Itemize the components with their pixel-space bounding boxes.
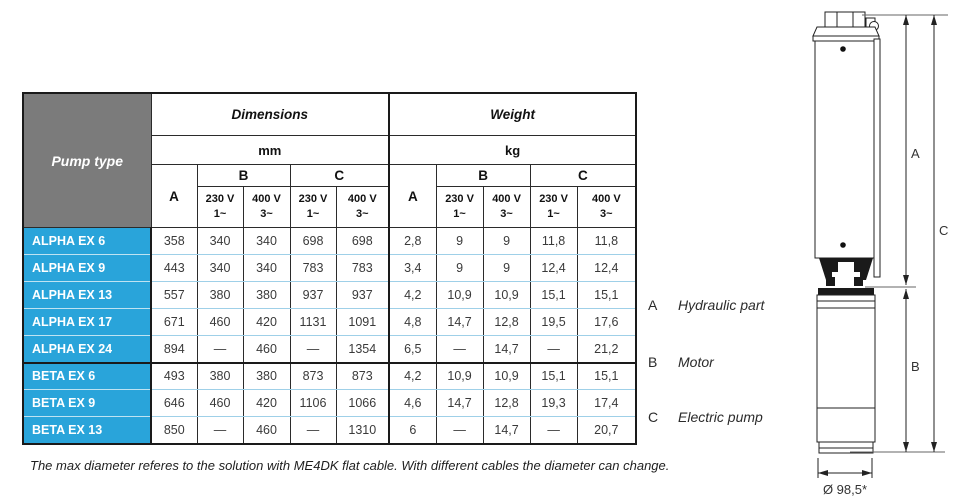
volt-header: 230 V 1~ <box>436 187 483 228</box>
value-cell: 11,8 <box>530 228 577 255</box>
value-cell: 19,3 <box>530 390 577 417</box>
legend-item-electric-pump <box>648 409 763 425</box>
footnote: The max diameter referes to the solution with ME4DK flat cable. With different cables the diameter can change. <box>30 458 670 473</box>
value-cell: — <box>290 336 336 363</box>
dim-col-b-header: B <box>197 165 290 187</box>
value-cell: 783 <box>336 255 389 282</box>
table-row <box>23 363 636 390</box>
dimension-line-a <box>903 15 909 285</box>
value-cell: 21,2 <box>577 336 636 363</box>
diameter-dimension <box>818 458 872 478</box>
wt-col-c-header: C <box>530 165 636 187</box>
pump-name-cell: ALPHA EX 6 <box>23 228 151 255</box>
legend-item-motor <box>648 354 714 370</box>
volt-header: 400 V 3~ <box>483 187 530 228</box>
legend-key: C <box>648 409 659 425</box>
value-cell: 9 <box>483 228 530 255</box>
value-cell: 783 <box>290 255 336 282</box>
value-cell: 443 <box>151 255 197 282</box>
value-cell: 894 <box>151 336 197 363</box>
value-cell: 6,5 <box>389 336 436 363</box>
value-cell: 9 <box>436 228 483 255</box>
value-cell: 1106 <box>290 390 336 417</box>
value-cell: 10,9 <box>483 282 530 309</box>
value-cell: 4,8 <box>389 309 436 336</box>
value-cell: 9 <box>483 255 530 282</box>
value-cell: 340 <box>243 255 290 282</box>
volt-header: 400 V 3~ <box>577 187 636 228</box>
value-cell: 17,4 <box>577 390 636 417</box>
pump-name-cell: BETA EX 13 <box>23 417 151 444</box>
value-cell: 14,7 <box>436 390 483 417</box>
value-cell: 15,1 <box>530 282 577 309</box>
value-cell: 420 <box>243 309 290 336</box>
value-cell: 460 <box>197 390 243 417</box>
table-row <box>23 228 636 255</box>
value-cell: 340 <box>243 228 290 255</box>
table-row <box>23 390 636 417</box>
legend-item-hydraulic <box>648 297 764 313</box>
value-cell: 358 <box>151 228 197 255</box>
value-cell: 646 <box>151 390 197 417</box>
value-cell: 1354 <box>336 336 389 363</box>
value-cell: 4,2 <box>389 282 436 309</box>
value-cell: — <box>197 417 243 444</box>
value-cell: 20,7 <box>577 417 636 444</box>
value-cell: 12,8 <box>483 390 530 417</box>
value-cell: 1131 <box>290 309 336 336</box>
value-cell: — <box>436 336 483 363</box>
pump-name-cell: BETA EX 6 <box>23 363 151 390</box>
value-cell: 11,8 <box>577 228 636 255</box>
value-cell: 340 <box>197 255 243 282</box>
value-cell: 340 <box>197 228 243 255</box>
value-cell: 12,8 <box>483 309 530 336</box>
value-cell: 493 <box>151 363 197 390</box>
pump-name-cell: BETA EX 9 <box>23 390 151 417</box>
value-cell: 698 <box>336 228 389 255</box>
value-cell: 9 <box>436 255 483 282</box>
dim-col-a-header: A <box>151 165 197 228</box>
dim-label-b: B <box>911 359 920 374</box>
table-body <box>23 228 636 444</box>
table-row <box>23 336 636 363</box>
value-cell: 460 <box>197 309 243 336</box>
value-cell: 14,7 <box>436 309 483 336</box>
value-cell: — <box>290 417 336 444</box>
value-cell: 10,9 <box>483 363 530 390</box>
volt-header: 400 V 3~ <box>336 187 389 228</box>
value-cell: 14,7 <box>483 417 530 444</box>
table-row <box>23 417 636 444</box>
value-cell: 380 <box>197 282 243 309</box>
value-cell: 4,6 <box>389 390 436 417</box>
volt-header: 230 V 1~ <box>290 187 336 228</box>
value-cell: 937 <box>336 282 389 309</box>
value-cell: 12,4 <box>530 255 577 282</box>
value-cell: 1310 <box>336 417 389 444</box>
value-cell: 380 <box>243 282 290 309</box>
value-cell: 19,5 <box>530 309 577 336</box>
table-row <box>23 309 636 336</box>
value-cell: 850 <box>151 417 197 444</box>
value-cell: 15,1 <box>530 363 577 390</box>
value-cell: 3,4 <box>389 255 436 282</box>
value-cell: — <box>197 336 243 363</box>
wt-col-a-header: A <box>389 165 436 228</box>
diameter-label: Ø 98,5* <box>822 482 868 497</box>
dim-label-a: A <box>911 146 920 161</box>
value-cell: 1066 <box>336 390 389 417</box>
value-cell: — <box>530 336 577 363</box>
table-row <box>23 282 636 309</box>
value-cell: 6 <box>389 417 436 444</box>
legend-label: Motor <box>678 354 714 370</box>
value-cell: 937 <box>290 282 336 309</box>
value-cell: 873 <box>290 363 336 390</box>
value-cell: 15,1 <box>577 282 636 309</box>
pump-name-cell: ALPHA EX 24 <box>23 336 151 363</box>
pump-type-header: Pump type <box>23 93 151 228</box>
unit-kg: kg <box>389 136 636 165</box>
value-cell: 420 <box>243 390 290 417</box>
value-cell: 460 <box>243 417 290 444</box>
value-cell: 671 <box>151 309 197 336</box>
value-cell: 17,6 <box>577 309 636 336</box>
value-cell: 380 <box>197 363 243 390</box>
value-cell: 460 <box>243 336 290 363</box>
value-cell: 2,8 <box>389 228 436 255</box>
dimensions-header: Dimensions <box>151 93 389 136</box>
unit-mm: mm <box>151 136 389 165</box>
value-cell: 15,1 <box>577 363 636 390</box>
legend-label: Electric pump <box>678 409 763 425</box>
spec-table <box>22 92 637 445</box>
pump-outline <box>813 12 880 453</box>
value-cell: 380 <box>243 363 290 390</box>
dimension-line-c <box>931 15 937 452</box>
legend-key: B <box>648 354 658 370</box>
value-cell: 12,4 <box>577 255 636 282</box>
value-cell: — <box>530 417 577 444</box>
value-cell: 14,7 <box>483 336 530 363</box>
table-row <box>23 255 636 282</box>
value-cell: 1091 <box>336 309 389 336</box>
weight-header: Weight <box>389 93 636 136</box>
dim-label-c: C <box>939 223 949 238</box>
pump-diagram <box>790 5 963 497</box>
pump-name-cell: ALPHA EX 13 <box>23 282 151 309</box>
value-cell: 873 <box>336 363 389 390</box>
legend-key: A <box>648 297 658 313</box>
value-cell: 557 <box>151 282 197 309</box>
pump-name-cell: ALPHA EX 17 <box>23 309 151 336</box>
pump-name-cell: ALPHA EX 9 <box>23 255 151 282</box>
dim-col-c-header: C <box>290 165 389 187</box>
value-cell: 698 <box>290 228 336 255</box>
value-cell: 4,2 <box>389 363 436 390</box>
value-cell: 10,9 <box>436 363 483 390</box>
value-cell: 10,9 <box>436 282 483 309</box>
legend-label: Hydraulic part <box>678 297 765 313</box>
value-cell: — <box>436 417 483 444</box>
volt-header: 230 V 1~ <box>197 187 243 228</box>
volt-header: 230 V 1~ <box>530 187 577 228</box>
wt-col-b-header: B <box>436 165 530 187</box>
dimension-line-b <box>903 289 909 452</box>
volt-header: 400 V 3~ <box>243 187 290 228</box>
